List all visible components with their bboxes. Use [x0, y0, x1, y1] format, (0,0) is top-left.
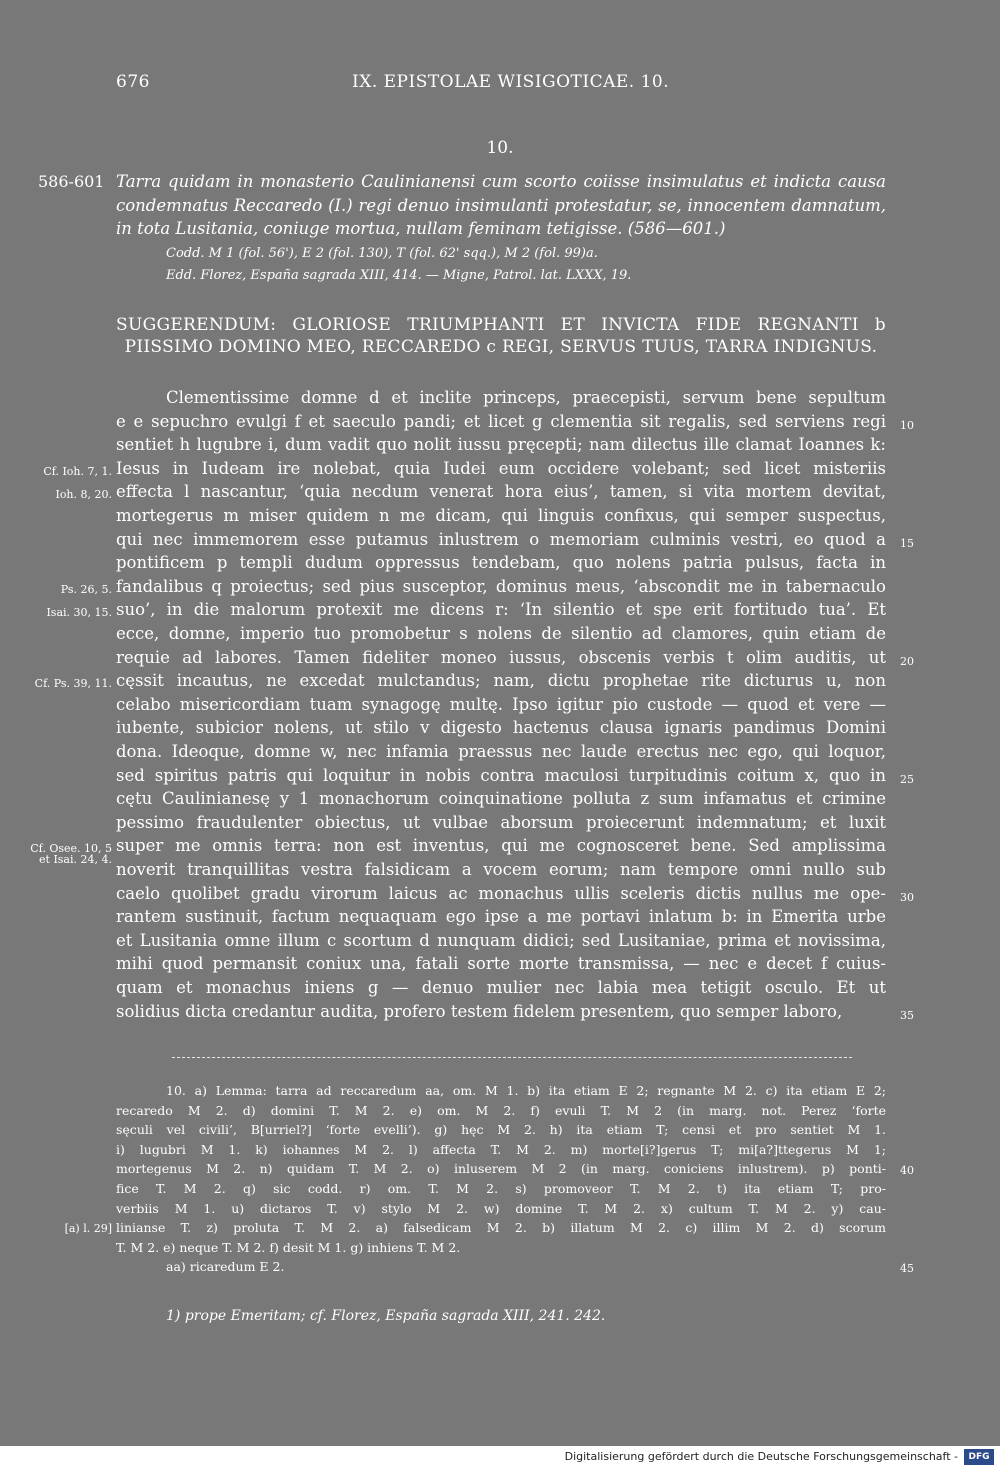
letter-title: SUGGERENDUM: GLORIOSE TRIUMPHANTI ET INVICTA FIDE REGNANTI b PIISSIMO DOMINO MEO, RECCAREDO c REGI, SERVUS TUUS, TARRA INDIGNUS. — [116, 315, 886, 357]
line-number: 45 — [900, 1262, 914, 1276]
dfg-logo-icon[interactable]: DFG — [964, 1449, 994, 1465]
running-head: IX. EPISTOLAE WISIGOTICAE. 10. — [352, 72, 670, 92]
line-number: 15 — [900, 536, 914, 550]
body-line: mortegerus m miser quidem n me dicam, qui linguis confixus, qui semper suspectus, — [116, 506, 886, 525]
body-line: dona. Ideoque, domne w, nec infamia praessus nec laude erectus nec ego, qui loquor, — [116, 742, 886, 761]
body-line: qui nec immemorem esse putamus inlustrem o memoriam culminis vestri, eo quod a — [116, 529, 886, 549]
body-line: caelo quolibet gradu virorum laicus ac monachus ullis sceleris dictis nullus me ope- — [116, 883, 886, 903]
apparatus-line: T. M 2. e) neque T. M 2. f) desit M 1. g) inhiens T. M 2. — [116, 1239, 461, 1255]
line-number: 25 — [900, 772, 914, 786]
margin-reference: Isai. 30, 15. — [46, 606, 112, 620]
line-number: 10 — [900, 418, 914, 432]
editions-line: Edd. Florez, España sagrada XIII, 414. — Migne, Patrol. lat. LXXX, 19. — [166, 268, 632, 283]
body-line: e e sepuchro evulgi f et saeculo pandi; et licet g clementia sit regalis, sed serviens regi — [116, 411, 886, 431]
line-number: 40 — [900, 1164, 914, 1178]
body-line: cęssit incautus, ne excedat mulctandus; nam, dictu prophetae rite dicturus u, non — [116, 671, 886, 691]
body-line: requie ad labores. Tamen fideliter moneo iussus, obscenis verbis t olim auditis, ut — [116, 647, 886, 667]
body-line: super me omnis terra: non est inventus, qui me cognosceret bene. Sed amplissima — [116, 836, 886, 856]
apparatus-divider — [172, 1057, 852, 1058]
line-number: 30 — [900, 890, 914, 904]
margin-reference: et Isai. 24, 4. — [39, 853, 112, 867]
margin-reference: Ioh. 8, 20. — [55, 488, 112, 502]
margin-reference: Cf. Osee. 10, 5 — [30, 842, 112, 856]
regest: Tarra quidam in monasterio Caulinianensi cum scorto coiisse insimulatus et indicta causa condemnatus Reccaredo (I.) regi denuo insimulanti protestatur, se, innocentem damnatum, in tota Lusitania, coniuge mortua, nullam feminam tetigisse. (586—601.) — [116, 172, 886, 238]
body-line: Iesus in Iudeam ire nolebat, quia Iudei eum occidere volebant; sed licet misteriis — [116, 458, 886, 478]
body-line: effecta l nascantur, ‘quia necdum venerat hora eius’, tamen, si vita mortem devitat, — [116, 482, 886, 502]
date-margin: 586-601 — [38, 172, 105, 191]
dfg-banner-text: Digitalisierung gefördert durch die Deutsche Forschungsgemeinschaft - — [564, 1450, 958, 1463]
body-line: sed spiritus patris qui loquitur in nobis contra maculosi turpitudinis coitum x, quo in — [116, 765, 886, 785]
body-line: noverit tranquillitas vestra falsidicam a vocem eorum; nam tempore omni nullo sub — [116, 860, 886, 879]
apparatus-line: fice T. M 2. q) sic codd. r) om. T. M 2. s) promoveor T. M 2. t) ita etiam T; pro- — [116, 1181, 886, 1196]
apparatus-line: mortegenus M 2. n) quidam T. M 2. o) inluserem M 2 (in marg. coniciens inlustrem). p) ponti- — [116, 1161, 886, 1177]
apparatus-line: 10. a) Lemma: tarra ad reccaredum aa, om. M 1. b) ita etiam E 2; regnante M 2. c) ita etiam E 2; — [166, 1083, 886, 1098]
body-line: mihi quod permansit coniux una, fatali sorte morte transmissa, — nec e decet f cuius- — [116, 954, 886, 974]
apparatus-line: recaredo M 2. d) domini T. M 2. e) om. M 2. f) evuli T. M 2 (in marg. not. Perez ‘forte — [116, 1102, 886, 1118]
footnote: 1) prope Emeritam; cf. Florez, España sagrada XIII, 241. 242. — [166, 1308, 606, 1324]
document-number: 10. — [486, 138, 514, 158]
margin-reference: Ps. 26, 5. — [60, 582, 112, 596]
body-line: iubente, subicior nolens, ut stilo v digesto hactenus clausa ignaris pandimus Domini — [116, 718, 886, 738]
margin-reference: Cf. Ps. 39, 11. — [34, 677, 112, 691]
body-line: celabo misericordiam tuam synagogę multę. Ipso igitur pio custode — quod et vere — — [116, 694, 886, 714]
apparatus-line: aa) ricaredum E 2. — [166, 1259, 285, 1275]
margin-reference: Cf. Ioh. 7, 1. — [43, 464, 112, 478]
body-line: quam et monachus iniens g — denuo mulier nec labia mea tetigit osculo. Et ut — [116, 978, 886, 997]
body-line: sentiet h lugubre i, dum vadit quo nolit iussu pręcepti; nam dilectus ille clamat Ioannes k: — [116, 435, 886, 455]
body-line: cętu Caulinianesę y 1 monachorum coinquinatione polluta z sum infamatus et crimine — [116, 789, 886, 809]
body-line: et Lusitania omne illum c scortum d nunquam didici; sed Lusitaniae, prima et novissima, — [116, 930, 886, 950]
body-line: Clementissime domne d et inclite princeps, praecepisti, servum bene sepultum — [166, 388, 886, 407]
body-line: fandalibus q proiectus; sed pius susceptor, dominus meus, ‘abscondit me in tabernaculo — [116, 576, 886, 596]
apparatus-line: verbiis M 1. u) dictaros T. v) stylo M 2. w) domine T. M 2. x) cultum T. M 2. y) cau- — [116, 1200, 886, 1216]
body-line: ecce, domne, imperio tuo promobetur s nolens de silentio ad clamores, quin etiam de — [116, 624, 886, 643]
dfg-banner[interactable] — [0, 1446, 1000, 1473]
page-number: 676 — [116, 72, 150, 92]
body-line: solidius dicta credantur audita, profero testem fidelem presentem, quo semper laboro, — [116, 1001, 843, 1021]
body-line: rantem sustinuit, factum nequaquam ego ipse a me portavi inlatum b: in Emerita urbe — [116, 907, 886, 927]
body-line: suo’, in die malorum protexit me dicens r: ‘In silentio et spe erit fortitudo tua’. Et — [116, 600, 886, 620]
apparatus-line: sęculi vel civili’, B[urriel?] ‘forte evelli’). g) hęc M 2. h) ita etiam T; censi et pro sentiet M 1. — [116, 1122, 886, 1138]
codices-line: Codd. M 1 (fol. 56'), E 2 (fol. 130), T (fol. 62' sqq.), M 2 (fol. 99)a. — [166, 246, 598, 261]
apparatus-line: i) lugubri M 1. k) iohannes M 2. l) affecta T. M 2. m) morte[i?]gerus T; mi[a?]ttegerus M 1; — [116, 1141, 886, 1157]
body-line: pontificem p templi dudum oppressus tendebam, quo nolens patria pulsus, facta in — [116, 553, 886, 573]
body-line: pessimo fraudulenter obiectus, ut vulbae aborsum proiecerunt indemnatum; et luxit — [116, 812, 886, 832]
apparatus-margin-note: [a) l. 29] — [64, 1222, 112, 1236]
line-number: 35 — [900, 1008, 914, 1022]
apparatus-line: linianse T. z) proluta T. M 2. a) falsedicam M 2. b) illatum M 2. c) illim M 2. d) scorum — [116, 1220, 886, 1236]
line-number: 20 — [900, 654, 914, 668]
